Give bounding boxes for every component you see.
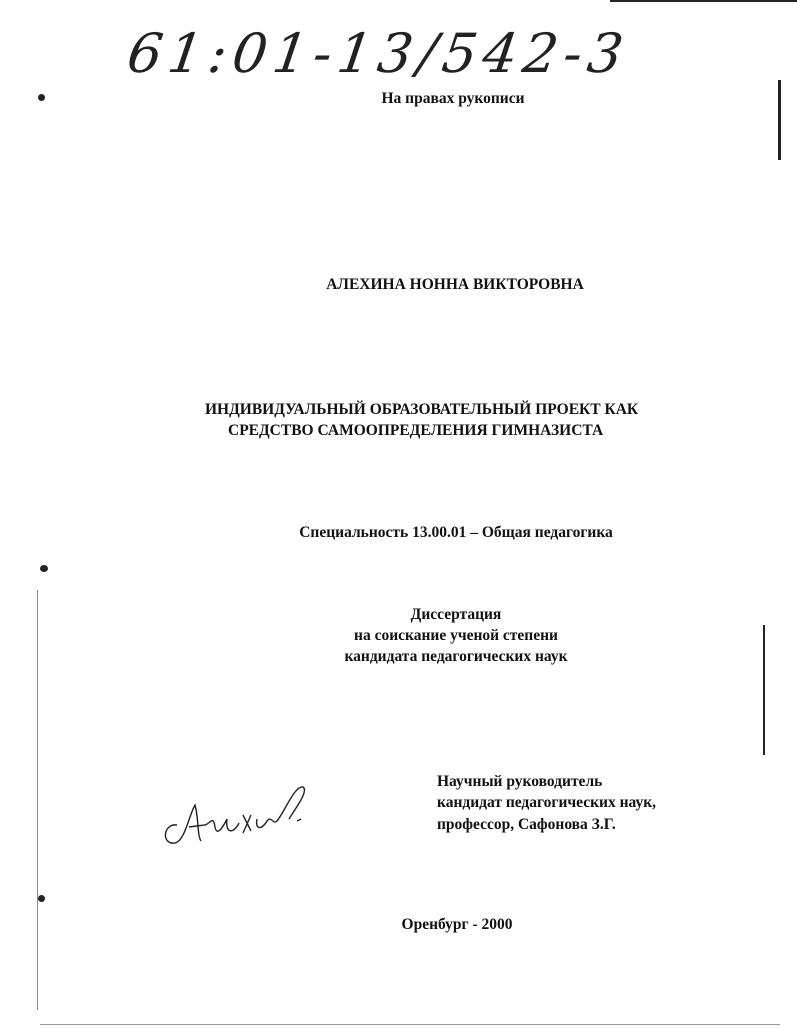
- degree-line-3: кандидата педагогических наук: [344, 648, 568, 665]
- scan-left-edge: [37, 590, 38, 1010]
- author-signature: [155, 775, 315, 855]
- dissertation-title-line-2: СРЕДСТВО САМООПРЕДЕЛЕНИЯ ГИМНАЗИСТА: [228, 422, 604, 439]
- punch-mark: [38, 895, 45, 902]
- punch-mark: [40, 565, 48, 572]
- archive-code-handwritten: 61:01-13/542-3: [123, 22, 633, 85]
- scan-top-line: [610, 0, 797, 2]
- supervisor-name: профессор, Сафонова З.Г.: [437, 816, 616, 833]
- specialty: Специальность 13.00.01 – Общая педагогика: [299, 524, 613, 541]
- supervisor-degree: кандидат педагогических наук,: [437, 794, 657, 811]
- author-name: АЛЕХИНА НОННА ВИКТОРОВНА: [326, 276, 584, 293]
- scan-bottom-line: [40, 1024, 780, 1025]
- scan-right-edge-lower: [763, 625, 765, 755]
- degree-line-2: на соискание ученой степени: [354, 627, 558, 644]
- supervisor-label: Научный руководитель: [437, 773, 603, 790]
- dissertation-title-line-1: ИНДИВИДУАЛЬНЫЙ ОБРАЗОВАТЕЛЬНЫЙ ПРОЕКТ КАК: [205, 401, 639, 418]
- place-year: Оренбург - 2000: [401, 916, 513, 933]
- scan-right-edge: [778, 80, 781, 160]
- punch-mark: [38, 94, 45, 101]
- manuscript-rights-note: На правах рукописи: [381, 90, 525, 107]
- degree-line-1: Диссертация: [410, 606, 502, 623]
